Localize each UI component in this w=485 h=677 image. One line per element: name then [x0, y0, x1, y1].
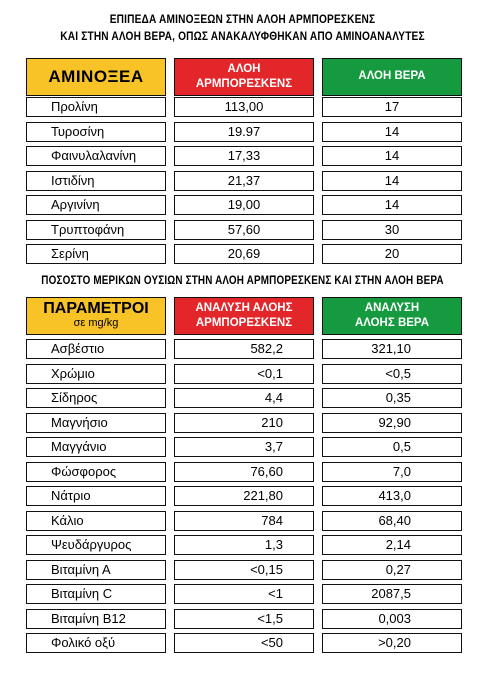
- table-row: [26, 220, 462, 240]
- row-value: 68,40: [322, 511, 462, 531]
- table-row: [26, 364, 462, 384]
- row-value: 2,14: [322, 535, 462, 555]
- row-value: <0,15: [174, 560, 314, 580]
- row-label: Βιταμίνη Α: [26, 560, 166, 580]
- row-label: Ψευδάργυρος: [26, 535, 166, 555]
- row-value: 20: [322, 244, 462, 264]
- row-value: <0,1: [174, 364, 314, 384]
- row-value: 4,4: [174, 388, 314, 408]
- row-value: 14: [322, 171, 462, 191]
- row-value: 17,33: [174, 146, 314, 166]
- table-row: [26, 633, 462, 653]
- header-aloe-arborescens: ΑΛΟΗ ΑΡΜΠΟΡΕΣΚΕΝΣ: [174, 58, 314, 96]
- table-row: [26, 146, 462, 166]
- row-value: 321,10: [322, 339, 462, 359]
- row-label: Νάτριο: [26, 486, 166, 506]
- table-row: [26, 462, 462, 482]
- table-row: [26, 171, 462, 191]
- row-value: 30: [322, 220, 462, 240]
- header-amino-acids: ΑΜΙΝΟΞΕΑ: [26, 58, 166, 96]
- row-value: 0,27: [322, 560, 462, 580]
- header-analysis-vera: ΑΝΑΛΥΣΗ ΑΛΟΗΣ ΒΕΡΑ: [322, 297, 462, 335]
- row-value: 19,00: [174, 195, 314, 215]
- row-value: 76,60: [174, 462, 314, 482]
- table-row: [26, 413, 462, 433]
- header-analysis-arborescens: ΑΝΑΛΥΣΗ ΑΛΟΗΣ ΑΡΜΠΟΡΕΣΚΕΝΣ: [174, 297, 314, 335]
- row-value: >0,20: [322, 633, 462, 653]
- substances-title: ΠΟΣΟΣΤΟ ΜΕΡΙΚΩΝ ΟΥΣΙΩΝ ΣΤΗΝ ΑΛΟΗ ΑΡΜΠΟΡΕΣΚΕΝΣ ΚΑΙ ΣΤΗΝ ΑΛΟΗ ΒΕΡΑ: [41, 275, 444, 287]
- row-value: <1,5: [174, 609, 314, 629]
- row-label: Κάλιο: [26, 511, 166, 531]
- row-value: 57,60: [174, 220, 314, 240]
- row-label: Βιταμίνη C: [26, 584, 166, 604]
- row-value: 17: [322, 97, 462, 117]
- row-value: 2087,5: [322, 584, 462, 604]
- row-label: Τυροσίνη: [26, 122, 166, 142]
- row-label: Προλίνη: [26, 97, 166, 117]
- row-value: 210: [174, 413, 314, 433]
- amino-acids-title-line1: ΕΠΙΠΕΔΑ ΑΜΙΝΟΞΕΩΝ ΣΤΗΝ ΑΛΟΗ ΑΡΜΠΟΡΕΣΚΕΝΣ: [109, 14, 376, 26]
- row-value: 221,80: [174, 486, 314, 506]
- row-value: 0,003: [322, 609, 462, 629]
- row-value: 92,90: [322, 413, 462, 433]
- table-row: [26, 437, 462, 457]
- table-row: [26, 560, 462, 580]
- table-row: [26, 339, 462, 359]
- row-value: 413,0: [322, 486, 462, 506]
- table-row: [26, 609, 462, 629]
- row-label: Ιστιδίνη: [26, 171, 166, 191]
- row-value: <50: [174, 633, 314, 653]
- table-row: [26, 122, 462, 142]
- row-label: Τρυπτοφάνη: [26, 220, 166, 240]
- row-value: 3,7: [174, 437, 314, 457]
- table-row: [26, 535, 462, 555]
- table-row: [26, 511, 462, 531]
- amino-acids-title-line2: ΚΑΙ ΣΤΗΝ ΑΛΟΗ ΒΕΡΑ, ΟΠΩΣ ΑΝΑΚΑΛΥΦΘΗΚΑΝ ΑΠΟ ΑΜΙΝΟΑΝΑΛΥΤΕΣ: [60, 31, 425, 43]
- row-label: Φολικό οξύ: [26, 633, 166, 653]
- row-value: <0,5: [322, 364, 462, 384]
- header-parameters: ΠΑΡΑΜΕΤΡΟΙ σε mg/kg: [26, 297, 166, 335]
- table-row: [26, 584, 462, 604]
- row-label: Ασβέστιο: [26, 339, 166, 359]
- row-value: 7,0: [322, 462, 462, 482]
- row-value: 0,35: [322, 388, 462, 408]
- row-value: 14: [322, 122, 462, 142]
- row-value: 113,00: [174, 97, 314, 117]
- row-value: <1: [174, 584, 314, 604]
- table-row: [26, 195, 462, 215]
- row-value: 21,37: [174, 171, 314, 191]
- row-label: Χρώμιο: [26, 364, 166, 384]
- header-aloe-vera: ΑΛΟΗ ΒΕΡΑ: [322, 58, 462, 96]
- row-value: 19.97: [174, 122, 314, 142]
- row-value: 784: [174, 511, 314, 531]
- table-row: [26, 486, 462, 506]
- row-label: Μαγνήσιο: [26, 413, 166, 433]
- row-label: Αργινίνη: [26, 195, 166, 215]
- row-value: 14: [322, 146, 462, 166]
- row-label: Φαινυλαλανίνη: [26, 146, 166, 166]
- table-row: [26, 244, 462, 264]
- table-row: [26, 388, 462, 408]
- table-row: [26, 97, 462, 117]
- row-label: Σίδηρος: [26, 388, 166, 408]
- row-label: Σερίνη: [26, 244, 166, 264]
- row-value: 0,5: [322, 437, 462, 457]
- row-label: Φώσφορος: [26, 462, 166, 482]
- row-value: 14: [322, 195, 462, 215]
- row-value: 582,2: [174, 339, 314, 359]
- row-value: 1,3: [174, 535, 314, 555]
- row-label: Βιταμίνη Β12: [26, 609, 166, 629]
- row-label: Μαγγάνιο: [26, 437, 166, 457]
- row-value: 20,69: [174, 244, 314, 264]
